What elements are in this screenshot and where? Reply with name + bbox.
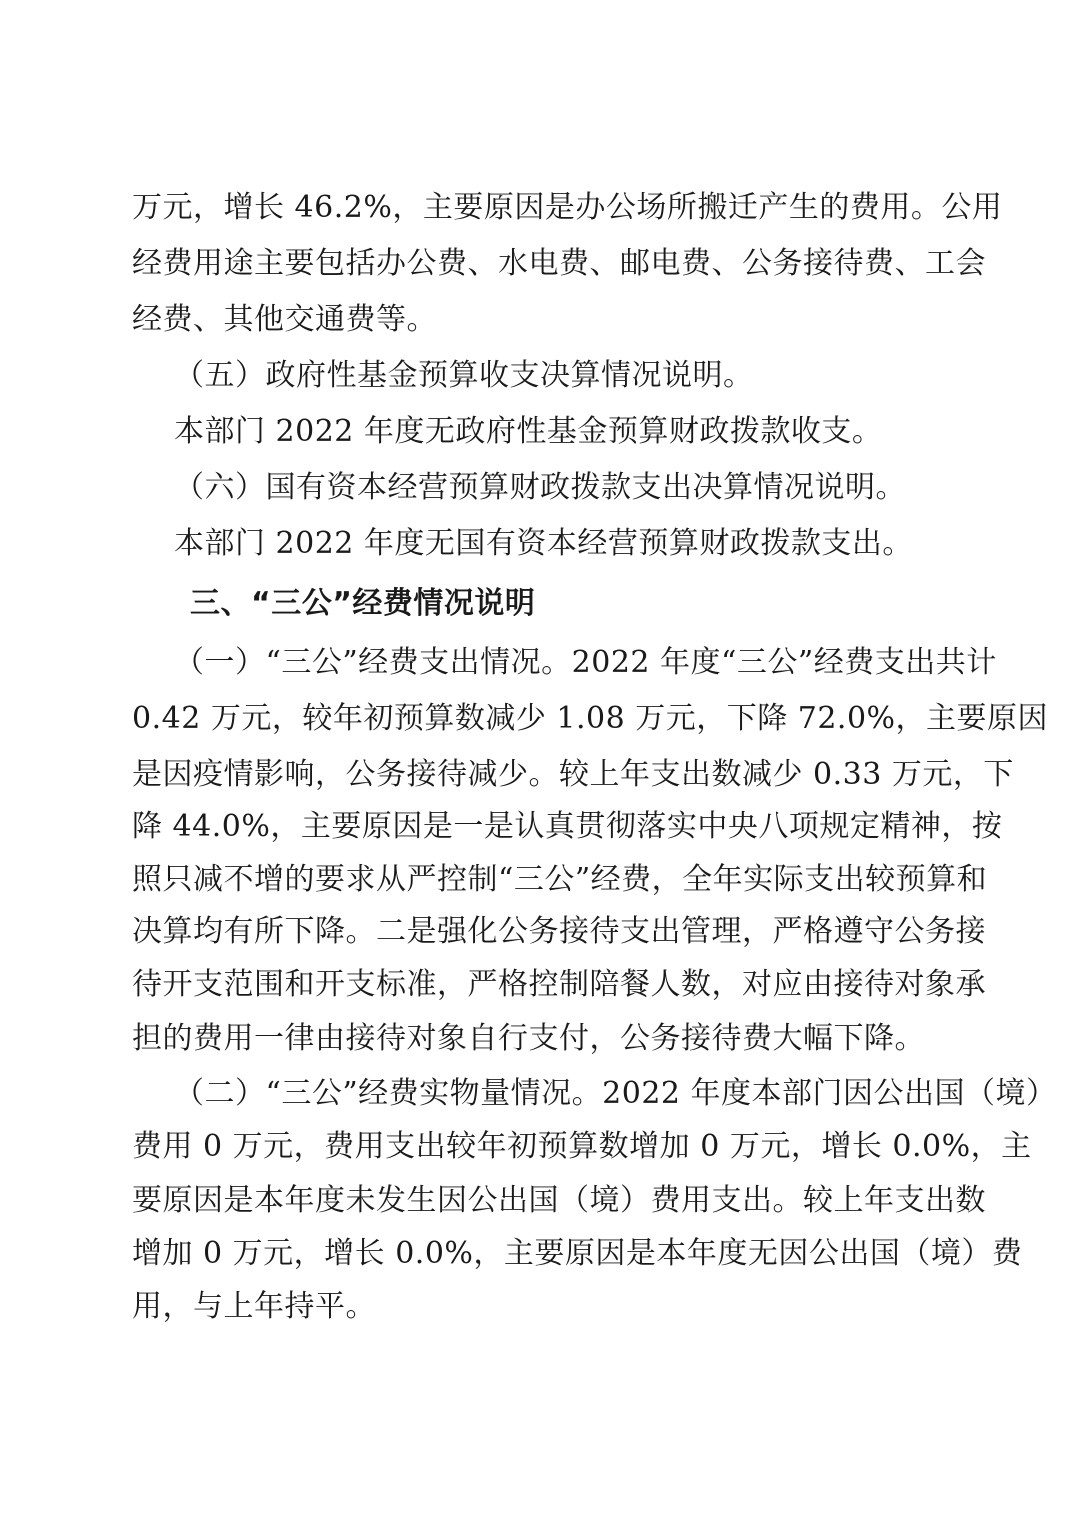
- paragraph-line: 万元，增长 46.2%，主要原因是办公场所搬迁产生的费用。公用: [132, 190, 1003, 225]
- paragraph-line: 降 44.0%，主要原因是一是认真贯彻落实中央八项规定精神，按: [132, 809, 1003, 844]
- chapter-heading-3: 三、“三公”经费情况说明: [190, 586, 536, 621]
- paragraph-line: （一）“三公”经费支出情况。2022 年度“三公”经费支出共计: [174, 645, 997, 680]
- paragraph-line: 经费、其他交通费等。: [132, 302, 437, 337]
- section-heading-5: （五）政府性基金预算收支决算情况说明。: [174, 358, 754, 393]
- paragraph-line: 经费用途主要包括办公费、水电费、邮电费、公务接待费、工会: [132, 246, 986, 281]
- paragraph-line: 费用 0 万元，费用支出较年初预算数增加 0 万元，增长 0.0%，主: [132, 1129, 1032, 1164]
- section-heading-6: （六）国有资本经营预算财政拨款支出决算情况说明。: [174, 470, 906, 505]
- paragraph-line: （二）“三公”经费实物量情况。2022 年度本部门因公出国（境）: [174, 1076, 1057, 1111]
- paragraph-line: 本部门 2022 年度无国有资本经营预算财政拨款支出。: [174, 526, 913, 561]
- paragraph-line: 要原因是本年度未发生因公出国（境）费用支出。较上年支出数: [132, 1183, 986, 1218]
- paragraph-line: 决算均有所下降。二是强化公务接待支出管理，严格遵守公务接: [132, 914, 986, 949]
- paragraph-line: 0.42 万元，较年初预算数减少 1.08 万元，下降 72.0%，主要原因: [132, 701, 1049, 736]
- paragraph-line: 是因疫情影响，公务接待减少。较上年支出数减少 0.33 万元，下: [132, 757, 1014, 792]
- paragraph-line: 增加 0 万元，增长 0.0%，主要原因是本年度无因公出国（境）费: [132, 1236, 1023, 1271]
- paragraph-line: 待开支范围和开支标准，严格控制陪餐人数，对应由接待对象承: [132, 967, 986, 1002]
- paragraph-line: 担的费用一律由接待对象自行支付，公务接待费大幅下降。: [132, 1021, 925, 1056]
- paragraph-line: 照只减不增的要求从严控制“三公”经费，全年实际支出较预算和: [132, 862, 988, 897]
- paragraph-line: 本部门 2022 年度无政府性基金预算财政拨款收支。: [174, 414, 883, 449]
- paragraph-line: 用，与上年持平。: [132, 1289, 376, 1324]
